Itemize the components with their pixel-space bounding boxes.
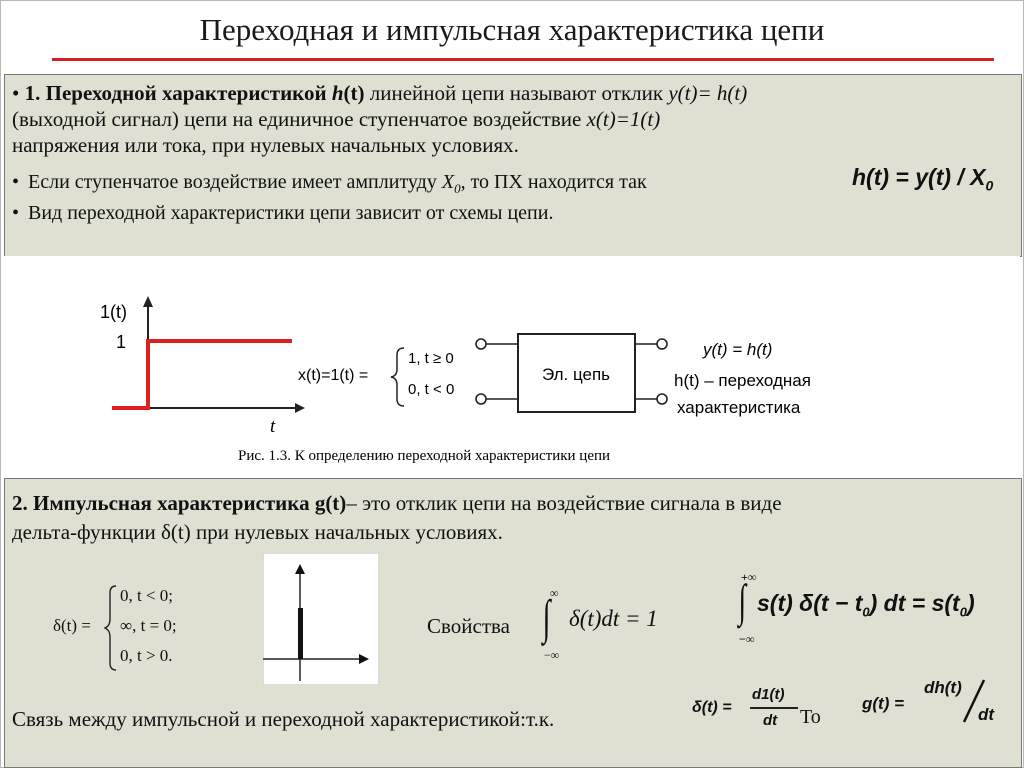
s1-h: h(t) [716,81,748,105]
int1-sign: ∫ [542,591,551,644]
step-figure [0,256,1024,477]
slide-title: Переходная и импульсная характеристика цепи [199,12,825,47]
bullet-dot: • [12,202,20,224]
output-label-2: характеристика [677,398,801,417]
int1-body: δ(t)dt = 1 [569,606,658,631]
output-label-1: h(t) – переходная [674,371,811,390]
y-level-label: 1 [116,332,127,352]
g-numerator: dh(t) [924,678,962,697]
s1-bullet-2 [12,170,842,201]
g-lhs: g(t) = [862,694,905,713]
props-label: Свойства [427,614,510,638]
s1-y: y(t)= [668,81,712,105]
rel-numerator: d1(t) [752,686,785,703]
delta-brace-path [105,586,116,670]
output-terminal-top [657,339,667,349]
xt-case-2: 0, t < 0 [408,381,455,398]
s1-b2-text: Если ступенчатое воздействие имеет амплитуду [28,171,437,193]
s2-line-2: дельта-функции δ(t) при нулевых начальных условиях. [12,520,503,544]
delta-brace [104,584,118,672]
ph-formula-body: h(t) = y(t) / X [852,164,986,190]
s2-text: – это отклик цепи на воздействие сигнала в виде [346,491,782,515]
int2-body [757,590,975,620]
step-function-line [112,341,292,408]
ph-formula-sub: 0 [985,177,994,194]
int1-lower: −∞ [544,648,560,662]
s1-b2-sub: 0 [454,181,461,196]
input-terminal-bottom [476,394,486,404]
title-underline [52,58,994,61]
int2-body-a: s(t) δ(t − t [757,590,863,616]
int2-sign: ∫ [738,575,747,626]
ph-formula [852,164,993,194]
rel-fraction-bar [750,707,798,709]
x-axis-arrow [295,403,305,413]
int2-sub2: 0 [959,604,967,620]
s1-term: Переходной характеристикой [45,81,327,105]
s1-x: x(t)=1(t) [586,107,661,131]
bullet-dot: • [12,171,20,193]
s2-line-1 [12,490,1012,516]
y-axis-label: 1(t) [100,302,127,322]
s1-line-3: напряжения или тока, при нулевых начальных условиях. [12,133,519,157]
int2-upper: +∞ [741,570,757,584]
relation-text: Связь между импульсной и переходной характеристикой:т.к. [12,707,555,731]
y-axis-arrow [143,296,153,307]
output-terminal-bottom [657,394,667,404]
s1-bullet-3 [12,201,842,225]
then-word: То [800,706,821,728]
figure-caption: Рис. 1.3. К определению переходной характеристики цепи [238,448,611,464]
s1-term-t: (t) [343,81,365,105]
s1-b2-rest: , то ПХ находится так [460,171,647,193]
int2-body-b: ) dt = s(t [869,590,960,616]
s1-number: 1. [24,81,41,105]
bullet: • [12,81,20,105]
g-denominator: dt [978,705,995,724]
xt-brace [391,348,404,406]
rel-denominator: dt [763,712,778,729]
rel-lhs: δ(t) = [692,699,732,716]
input-terminal-top [476,339,486,349]
x-axis-label: t [270,416,276,437]
circuit-box-label: Эл. цепь [541,365,611,384]
delta-case-1: 0, t < 0; [120,586,174,605]
int1-upper: ∞ [550,586,559,600]
s1-text: линейной цепи называют отклик [369,81,664,105]
delta-case-2: ∞, t = 0; [120,616,177,635]
int2-lower: −∞ [739,632,755,646]
delta-lhs: δ(t) = [53,616,91,635]
s1-line-1 [12,80,1016,106]
s1-b2-x: X [441,171,455,193]
output-relation: y(t) = h(t) [703,340,773,359]
int2-sub: 0 [862,604,870,620]
s1-text-2: (выходной сигнал) цепи на единичное ступенчатое воздействие [12,107,582,131]
delta-impulse [298,608,303,659]
delta-case-3: 0, t > 0. [120,646,173,665]
s2-term: 2. Импульсная характеристика g(t) [12,491,347,515]
xt-case-1: 1, t ≥ 0 [408,350,454,367]
s1-term-h: h [331,81,344,105]
delta-plot [263,553,379,685]
delta-plot-bg [263,553,379,685]
int2-body-c: ) [966,590,975,616]
s1-b3-text: Вид переходной характеристики цепи зависит от схемы цепи. [28,202,554,224]
xt-definition: x(t)=1(t) = [298,367,369,384]
s1-line-2 [12,106,1016,132]
